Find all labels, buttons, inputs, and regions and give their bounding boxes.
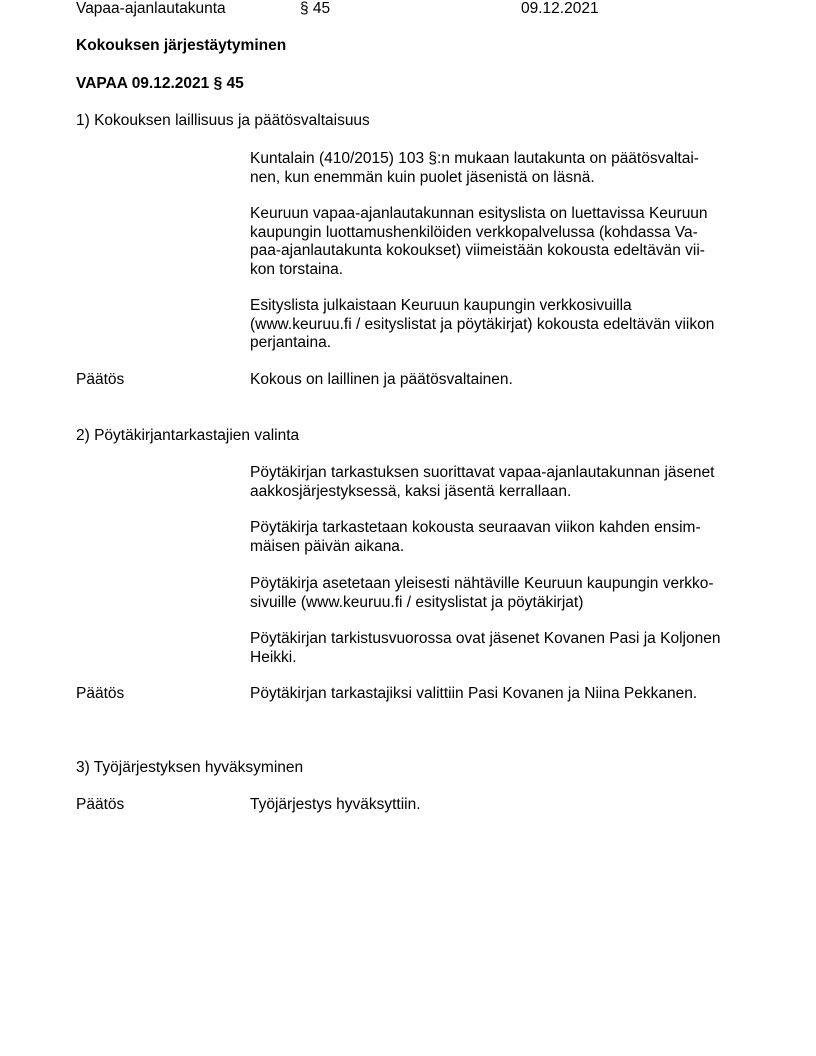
paragraph-line: paa-ajanlautakunta kokoukset) viimeistään kokousta edeltävän vii- xyxy=(250,242,705,260)
section-1-paragraph-3 xyxy=(250,297,750,353)
paragraph-line: mäisen päivän aikana. xyxy=(250,537,405,555)
paragraph-line: nen, kun enemmän kuin puolet jäsenistä on läsnä. xyxy=(250,168,595,186)
paragraph-line: Keuruun vapaa-ajanlautakunnan esityslista on luettavissa Keuruun xyxy=(250,205,708,222)
section-1-paragraph-1 xyxy=(250,150,750,187)
section-3-heading: 3) Työjärjestyksen hyväksyminen xyxy=(76,759,304,776)
section-2-heading: 2) Pöytäkirjantarkastajien valinta xyxy=(76,427,300,444)
header-board-name: Vapaa-ajanlautakunta xyxy=(76,0,226,17)
paragraph-line: perjantaina. xyxy=(250,334,332,352)
paragraph-line: Pöytäkirjan tarkistusvuorossa ovat jäsenet Kovanen Pasi ja Koljonen xyxy=(250,630,721,647)
paragraph-line: aakkosjärjestyksessä, kaksi jäsentä kerrallaan. xyxy=(250,482,572,500)
paragraph-line: sivuille (www.keuruu.fi / esityslistat ja pöytäkirjat) xyxy=(250,593,584,611)
section-1-decision-text: Kokous on laillinen ja päätösvaltainen. xyxy=(250,371,513,388)
paragraph-line: kon torstaina. xyxy=(250,260,344,278)
paragraph-line: Kuntalain (410/2015) 103 §:n mukaan lautakunta on päätösvaltai- xyxy=(250,150,699,167)
paragraph-line: Heikki. xyxy=(250,648,297,666)
document-title: Kokouksen järjestäytyminen xyxy=(76,37,287,54)
section-2-paragraph-4 xyxy=(250,630,750,667)
header-section-number: § 45 xyxy=(300,0,331,17)
section-1-paragraph-2 xyxy=(250,205,750,279)
section-2-decision-label: Päätös xyxy=(76,685,125,702)
paragraph-line: Esityslista julkaistaan Keuruun kaupungin verkkosivuilla xyxy=(250,297,632,314)
section-1-decision-label: Päätös xyxy=(76,371,125,388)
section-2-paragraph-2 xyxy=(250,519,750,556)
section-3-decision-label: Päätös xyxy=(76,796,125,813)
header-date: 09.12.2021 xyxy=(521,0,599,17)
paragraph-line: (www.keuruu.fi / esityslistat ja pöytäkirjat) kokousta edeltävän viikon xyxy=(250,315,715,333)
meeting-reference: VAPAA 09.12.2021 § 45 xyxy=(76,75,244,92)
paragraph-line: kaupungin luottamushenkilöiden verkkopalvelussa (kohdassa Va- xyxy=(250,223,698,241)
section-2-decision-text: Pöytäkirjan tarkastajiksi valittiin Pasi Kovanen ja Niina Pekkanen. xyxy=(250,685,698,702)
paragraph-line: Pöytäkirjan tarkastuksen suorittavat vapaa-ajanlautakunnan jäsenet xyxy=(250,464,715,481)
section-3-decision-text: Työjärjestys hyväksyttiin. xyxy=(250,796,421,813)
paragraph-line: Pöytäkirja tarkastetaan kokousta seuraavan viikon kahden ensim- xyxy=(250,519,701,536)
section-1-heading: 1) Kokouksen laillisuus ja päätösvaltaisuus xyxy=(76,112,370,129)
paragraph-line: Pöytäkirja asetetaan yleisesti nähtäville Keuruun kaupungin verkko- xyxy=(250,575,714,592)
section-2-paragraph-1 xyxy=(250,464,750,501)
section-2-paragraph-3 xyxy=(250,575,750,612)
